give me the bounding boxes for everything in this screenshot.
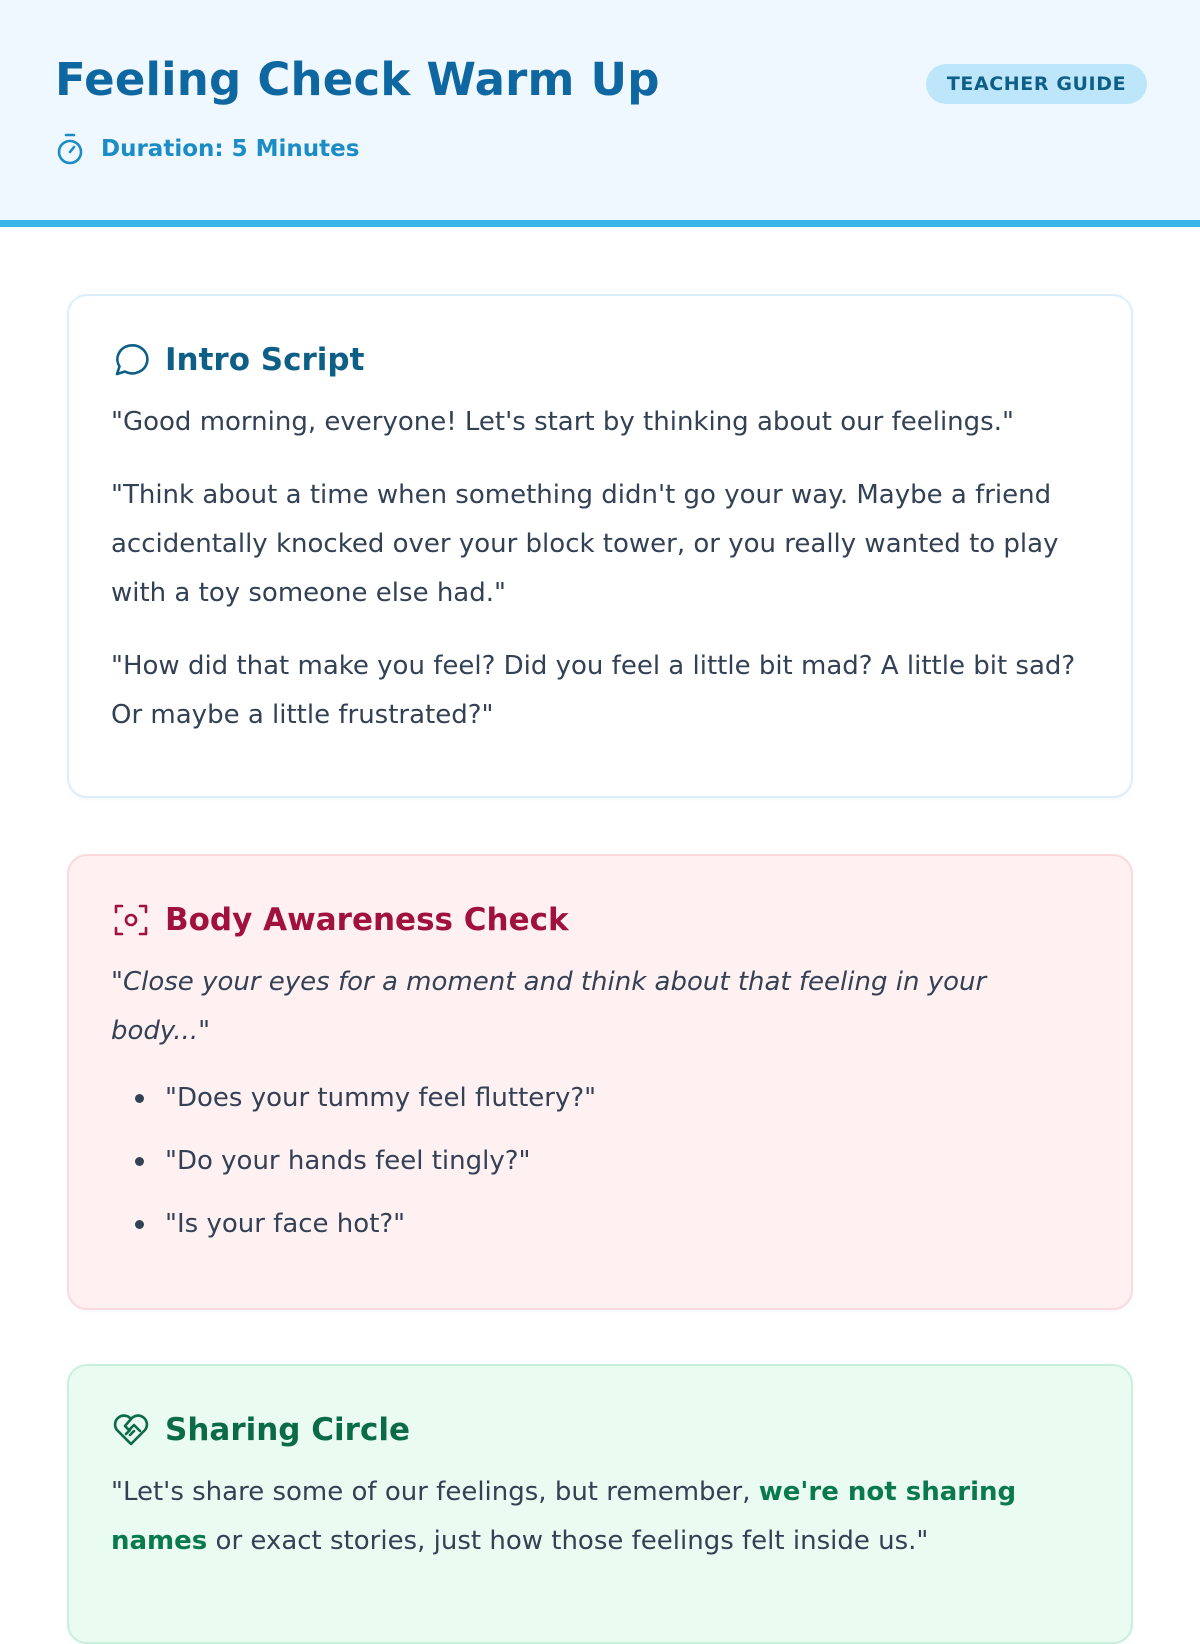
sharing-emphasis: we're not sharing names xyxy=(111,1477,1017,1556)
timer-icon xyxy=(55,132,85,166)
speech-bubble-icon xyxy=(111,340,151,380)
body-awareness-list xyxy=(111,1080,1089,1242)
list-item: "Is your face hot?" xyxy=(111,1206,1089,1242)
duration-text: Duration: 5 Minutes xyxy=(101,136,360,162)
body-awareness-card xyxy=(67,854,1133,1310)
sharing-text-after: or exact stories, just how those feelings felt inside us." xyxy=(207,1526,929,1556)
duration-info xyxy=(55,129,359,169)
intro-paragraph: "Good morning, everyone! Let's start by thinking about our feelings." xyxy=(111,407,1014,437)
list-item: "Do your hands feel tingly?" xyxy=(111,1143,1089,1179)
focus-scan-icon xyxy=(111,900,151,940)
intro-script-card xyxy=(67,294,1133,798)
sharing-paragraph xyxy=(111,1468,1089,1566)
intro-paragraph: "Think about a time when something didn't go your way. Maybe a friend accidentally knocked over your block tower, or you really wanted to play with a toy someone else had." xyxy=(111,480,1059,608)
sharing-circle-header xyxy=(111,1404,1089,1456)
teacher-guide-badge: TEACHER GUIDE xyxy=(926,64,1147,104)
sharing-text-before: "Let's share some of our feelings, but remember, xyxy=(111,1477,759,1507)
page-header xyxy=(0,0,1200,227)
intro-paragraph: "How did that make you feel? Did you feel a little bit mad? A little bit sad? Or maybe a little frustrated?" xyxy=(111,651,1076,730)
body-awareness-prompt: "Close your eyes for a moment and think about that feeling in your body..." xyxy=(111,967,987,1046)
page-title: Feeling Check Warm Up xyxy=(55,53,660,106)
body-awareness-title: Body Awareness Check xyxy=(165,902,569,938)
sharing-circle-card xyxy=(67,1364,1133,1644)
intro-script-header xyxy=(111,334,1089,386)
sharing-circle-title: Sharing Circle xyxy=(165,1412,410,1448)
intro-script-title: Intro Script xyxy=(165,342,365,378)
body-awareness-header xyxy=(111,894,1089,946)
list-item: "Does your tummy feel fluttery?" xyxy=(111,1080,1089,1116)
heart-handshake-icon xyxy=(111,1410,151,1450)
